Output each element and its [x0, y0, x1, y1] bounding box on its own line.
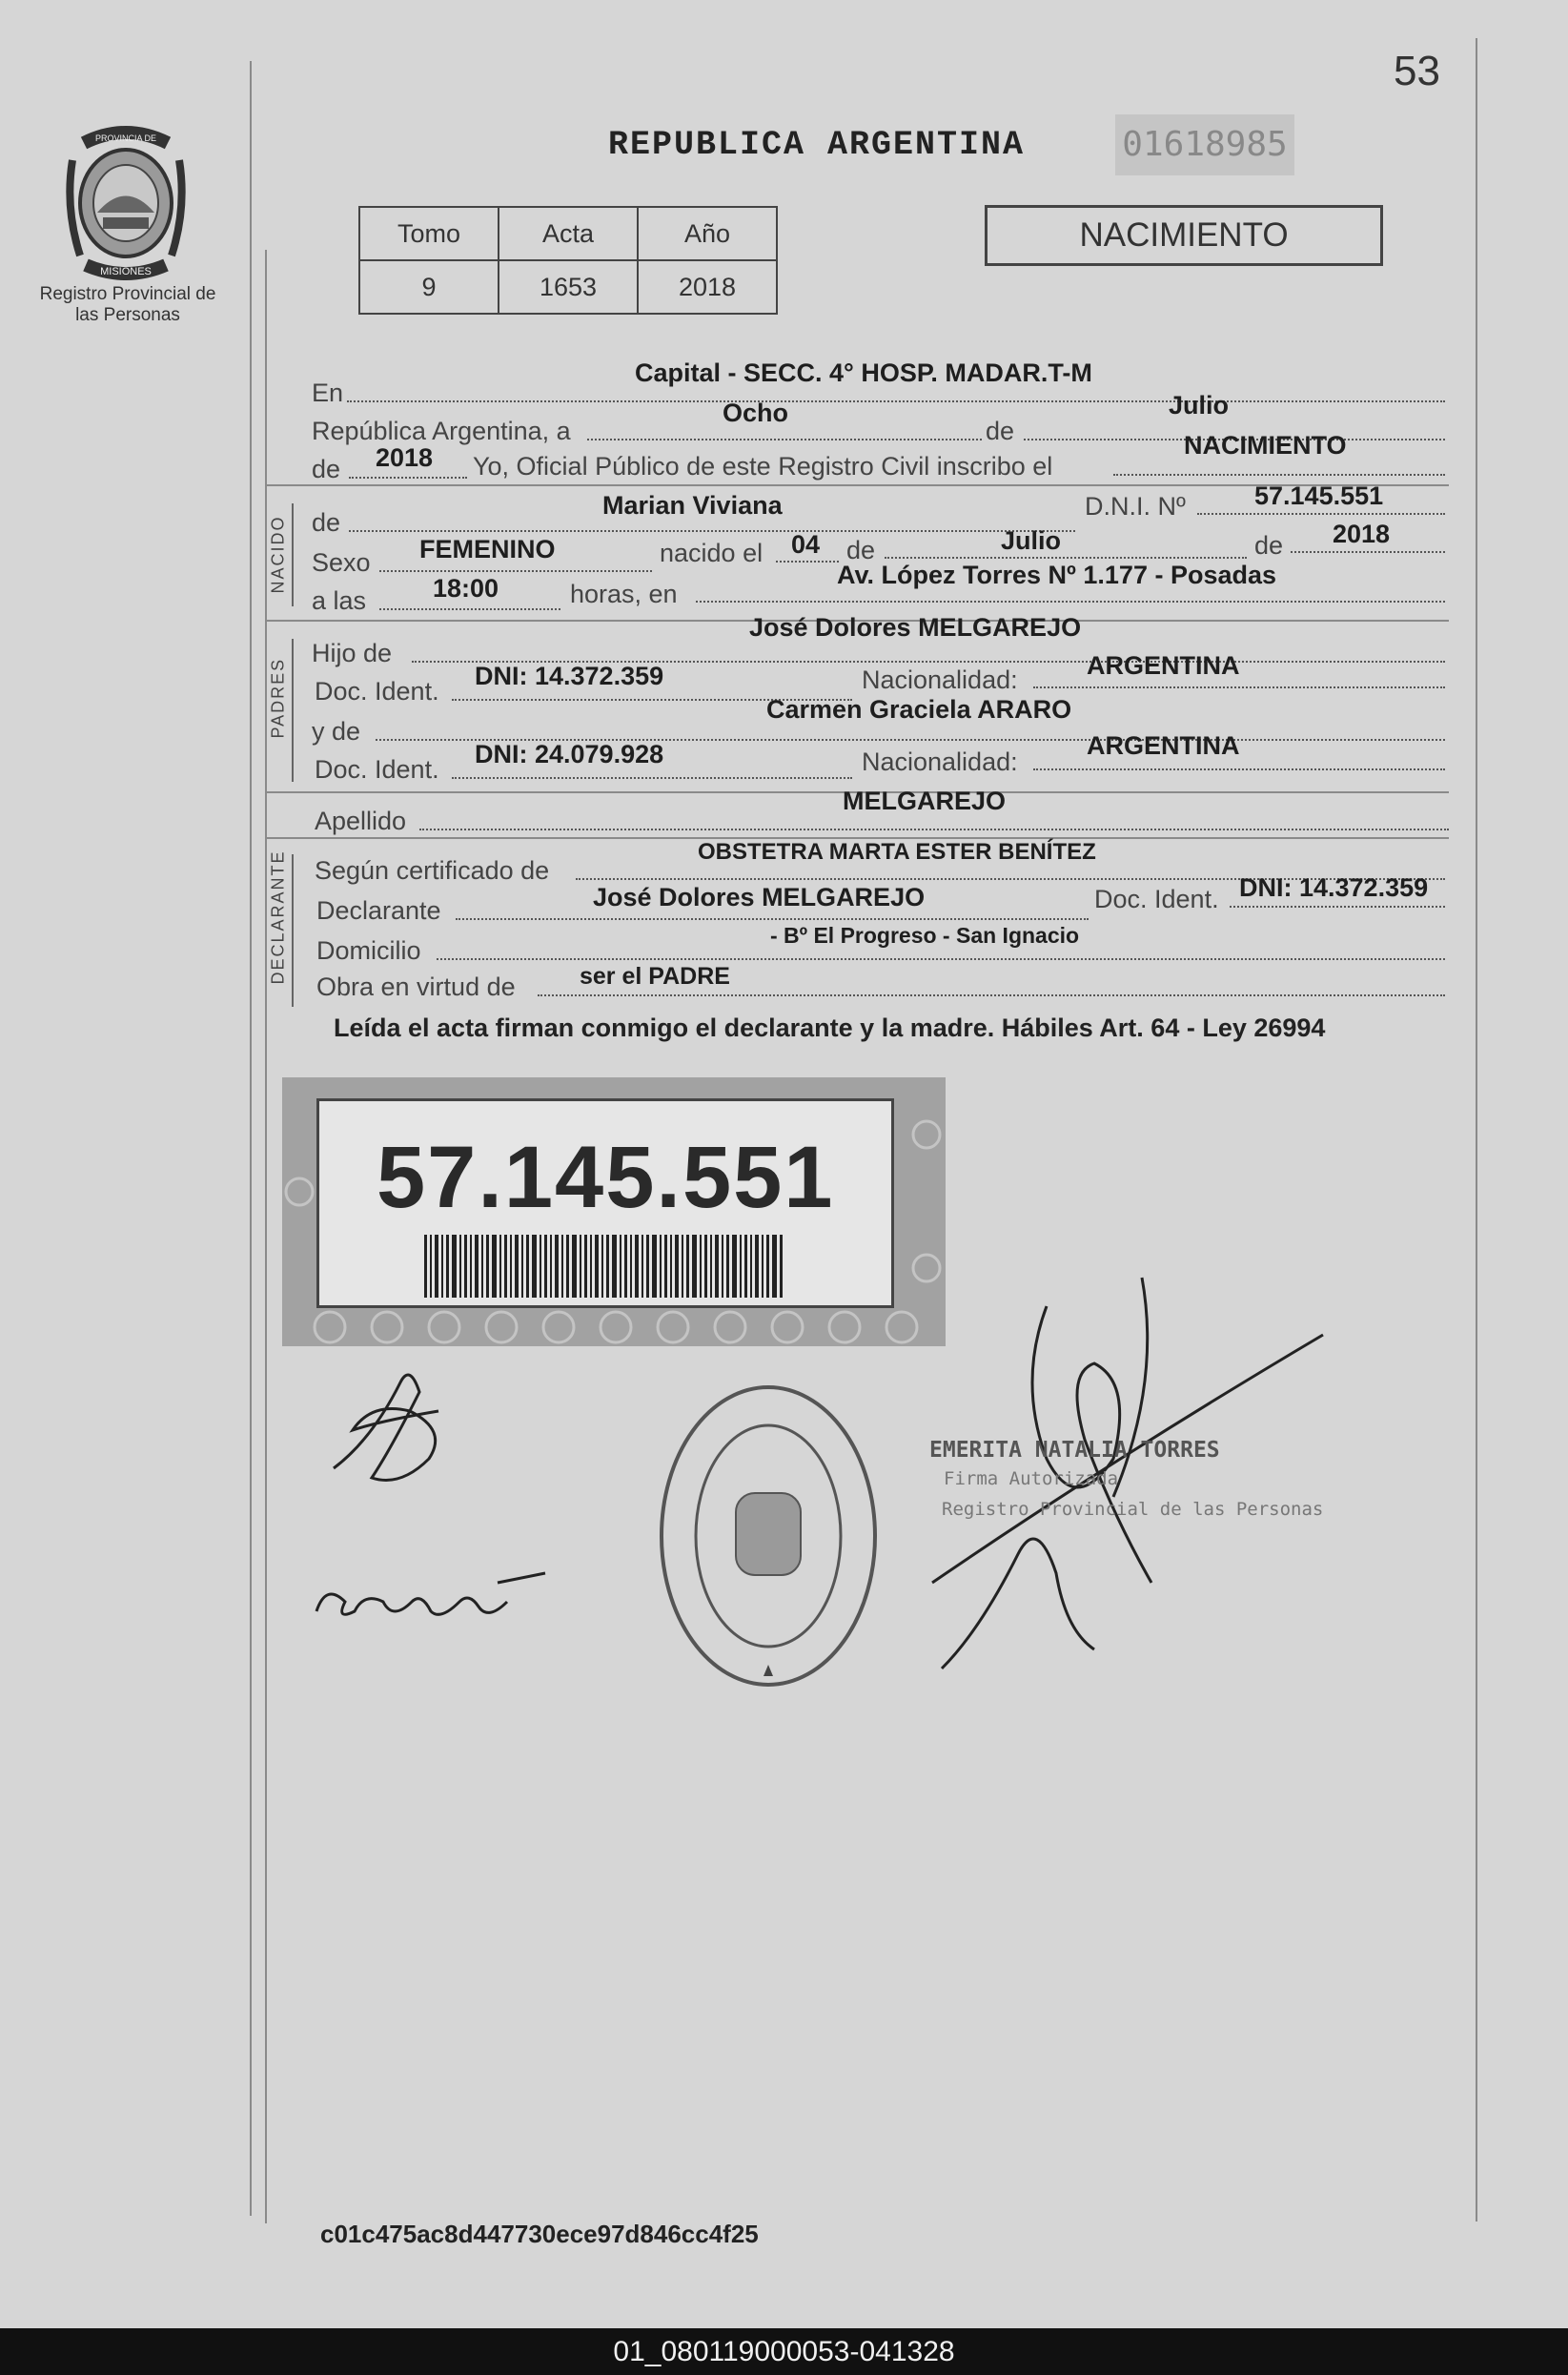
- label-a-las: a las: [312, 586, 367, 615]
- barcode-icon: [424, 1235, 786, 1298]
- dotline: [379, 608, 560, 610]
- dotline: [437, 958, 1445, 960]
- label-doc-ident-2: Doc. Ident.: [315, 755, 439, 784]
- emblem-bottom-text: MISIONES: [100, 266, 152, 277]
- page-number: 53: [1394, 48, 1440, 94]
- stamp-inner: [316, 1098, 894, 1308]
- side-label-declarante: DECLARANTE: [268, 850, 288, 985]
- value-padre-nac: ARGENTINA: [1087, 651, 1240, 680]
- side-label-nacido: NACIDO: [268, 515, 288, 594]
- value-dia-nac: 04: [791, 530, 821, 559]
- dotline: [379, 570, 652, 572]
- act-type-box: NACIMIENTO: [985, 205, 1383, 266]
- value-hora: 18:00: [433, 574, 499, 603]
- right-margin-line: [1476, 38, 1477, 2221]
- label-yo: Yo, Oficial Público de este Registro Civil inscribo el: [473, 452, 1053, 481]
- label-nacionalidad-2: Nacionalidad:: [862, 747, 1018, 776]
- value-declarante-doc: DNI: 14.372.359: [1239, 873, 1429, 902]
- province-emblem-icon: [59, 122, 193, 284]
- officer-role: Firma Autorizada: [944, 1468, 1119, 1489]
- value-dia-texto: Ocho: [723, 399, 789, 427]
- value-lugar: Capital - SECC. 4° HOSP. MADAR.T-M: [635, 358, 1092, 387]
- label-segun-certificado: Según certificado de: [315, 856, 550, 885]
- value-anio: 2018: [376, 443, 434, 472]
- section-bar: [292, 639, 294, 782]
- inner-margin-line: [265, 250, 267, 2223]
- officer-name: EMERITA NATALIA TORRES: [929, 1438, 1220, 1463]
- value-padre-doc: DNI: 14.372.359: [475, 662, 664, 690]
- label-obra: Obra en virtud de: [316, 973, 516, 1001]
- dotline: [1033, 768, 1445, 770]
- official-seal-icon: [654, 1379, 883, 1693]
- dotline: [452, 777, 852, 779]
- signature-declarante-icon: [315, 1344, 486, 1497]
- value-lugar-nac: Av. López Torres Nº 1.177 - Posadas: [837, 561, 1277, 589]
- value-mes: Julio: [1169, 391, 1230, 420]
- dotline: [885, 557, 1247, 559]
- dni-number-large: 57.145.551: [377, 1129, 835, 1226]
- label-de3: de: [846, 536, 876, 564]
- document-hash: c01c475ac8d447730ece97d846cc4f25: [320, 2220, 759, 2248]
- label-y-de: y de: [312, 717, 361, 746]
- signature-madre-icon: [307, 1554, 555, 1640]
- table-header-anio: Año: [638, 207, 777, 260]
- value-certificado: OBSTETRA MARTA ESTER BENÍTEZ: [698, 839, 1096, 865]
- label-de: de: [986, 417, 1015, 445]
- label-apellido: Apellido: [315, 807, 407, 835]
- side-label-padres: PADRES: [268, 657, 288, 739]
- value-domicilio: - Bº El Progreso - San Ignacio: [770, 923, 1080, 948]
- value-obra: ser el PADRE: [580, 963, 730, 990]
- dotline: [1113, 474, 1445, 476]
- label-dni: D.N.I. Nº: [1085, 492, 1186, 521]
- label-nacido-el: nacido el: [660, 539, 764, 567]
- dotline: [1230, 906, 1445, 908]
- value-padre: José Dolores MELGAREJO: [749, 613, 1082, 642]
- value-dni: 57.145.551: [1254, 481, 1384, 510]
- table-value-acta: 1653: [499, 260, 638, 314]
- table-header-acta: Acta: [499, 207, 638, 260]
- value-madre-doc: DNI: 24.079.928: [475, 740, 664, 768]
- label-nacionalidad-1: Nacionalidad:: [862, 665, 1018, 694]
- serial-number: 01618985: [1115, 114, 1294, 175]
- value-madre-nac: ARGENTINA: [1087, 731, 1240, 760]
- officer-office: Registro Provincial de las Personas: [942, 1499, 1324, 1520]
- dotline: [456, 918, 1089, 920]
- section-bar: [292, 854, 294, 1007]
- value-apellido: MELGAREJO: [843, 787, 1007, 815]
- dotline: [347, 400, 1445, 402]
- legal-text: Leída el acta firman conmigo el declarante y la madre. Hábiles Art. 64 - Ley 26994: [334, 1013, 1326, 1042]
- label-domicilio: Domicilio: [316, 936, 421, 965]
- tomo-acta-table: [358, 206, 778, 315]
- label-sexo: Sexo: [312, 548, 371, 577]
- label-doc-ident-3: Doc. Ident.: [1094, 885, 1219, 913]
- label-en: En: [312, 379, 344, 407]
- table-value-anio: 2018: [638, 260, 777, 314]
- label-doc-ident-1: Doc. Ident.: [315, 677, 439, 706]
- value-sexo: FEMENINO: [419, 535, 556, 563]
- document-title: REPUBLICA ARGENTINA: [608, 126, 1026, 164]
- dotline: [349, 530, 1075, 532]
- dotline: [419, 829, 1449, 830]
- label-declarante: Declarante: [316, 896, 441, 925]
- section-bar: [292, 503, 294, 606]
- dotline: [538, 994, 1445, 996]
- logo-caption: Registro Provincial de las Personas: [39, 284, 216, 325]
- left-margin-line: [250, 61, 252, 2216]
- label-republica: República Argentina, a: [312, 417, 571, 445]
- dotline: [1197, 513, 1445, 515]
- label-hijo-de: Hijo de: [312, 639, 393, 667]
- emblem-top-text: PROVINCIA DE: [94, 133, 157, 143]
- label-horas-en: horas, en: [570, 580, 678, 608]
- value-tipo: NACIMIENTO: [1184, 431, 1347, 460]
- value-mes-nac: Julio: [1001, 526, 1062, 555]
- label-de-nombre: de: [312, 508, 341, 537]
- dotline: [587, 439, 982, 440]
- dotline: [696, 601, 1445, 603]
- dni-stamp: [282, 1077, 946, 1346]
- value-anio-nac: 2018: [1333, 520, 1391, 548]
- dotline: [349, 477, 467, 479]
- dotline: [1291, 551, 1445, 553]
- dotline: [1033, 686, 1445, 688]
- footer-file-id: 01_080119000053-041328: [0, 2328, 1568, 2375]
- label-de2: de: [312, 455, 341, 483]
- value-nombre: Marian Viviana: [602, 491, 783, 520]
- table-value-tomo: 9: [359, 260, 499, 314]
- label-de4: de: [1254, 531, 1284, 560]
- value-declarante: José Dolores MELGAREJO: [593, 883, 926, 911]
- table-header-tomo: Tomo: [359, 207, 499, 260]
- dotline: [776, 561, 839, 563]
- value-madre: Carmen Graciela ARARO: [766, 695, 1072, 724]
